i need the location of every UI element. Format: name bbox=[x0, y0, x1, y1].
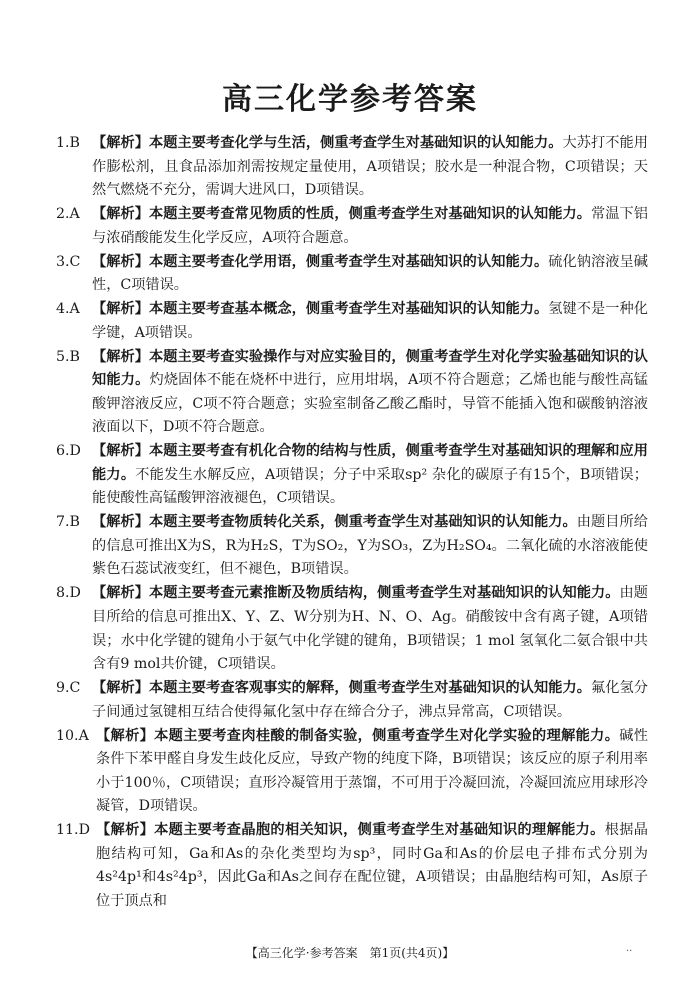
answer-item bbox=[56, 203, 648, 250]
answer-number: 3.C bbox=[56, 253, 81, 270]
answer-text bbox=[96, 725, 648, 819]
answer-item bbox=[56, 582, 648, 676]
answer-item bbox=[56, 511, 648, 582]
analysis-tag: 【解析】 bbox=[92, 253, 150, 270]
answer-detail: 由题目所给的信息可推出X为S，R为H₂S，T为SO₂，Y为SO₃，Z为H₂SO₄。二氧化硫的水溶液能使紫色石蕊试液变红，但不褪色，B项错误。 bbox=[92, 514, 648, 578]
answer-number: 8.D bbox=[56, 585, 81, 602]
answer-number: 11.D bbox=[56, 822, 90, 839]
analysis-tag: 【解析】 bbox=[96, 822, 155, 839]
answer-number: 1.B bbox=[56, 135, 80, 151]
answer-detail: 氟化氢分子间通过氢键相互结合使得氟化氢中存在缔合分子，沸点异常高，C项错误。 bbox=[92, 680, 648, 720]
answer-number: 4.A bbox=[56, 301, 80, 318]
answer-number: 2.A bbox=[56, 206, 80, 223]
answer-number: 5.B bbox=[56, 348, 80, 365]
answer-summary: 本题主要考查实验操作与对应实验目的，侧重考查学生对化学实验基础知识的认知能力。 bbox=[92, 348, 648, 389]
answer-detail: 不能发生水解反应，A项错误；分子中采取sp² 杂化的碳原子有15个，B项错误；能使酸性高锰酸钾溶液褪色，C项错误。 bbox=[92, 466, 648, 507]
answer-detail: 氢键不是一种化学键，A项错误。 bbox=[92, 301, 648, 341]
answer-text bbox=[92, 132, 648, 203]
analysis-tag: 【解析】 bbox=[92, 301, 150, 318]
answer-summary: 本题主要考查晶胞的相关知识，侧重考查学生对基础知识的理解能力。 bbox=[154, 822, 605, 839]
corner-mark: ·· bbox=[626, 946, 633, 957]
analysis-tag: 【解析】 bbox=[92, 443, 150, 460]
analysis-tag: 【解析】 bbox=[92, 206, 150, 223]
answer-item bbox=[56, 819, 648, 913]
answer-text bbox=[92, 440, 648, 511]
answer-number: 6.D bbox=[56, 443, 81, 460]
answer-detail: 灼烧固体不能在烧杯中进行，应用坩埚，A项不符合题意；乙烯也能与酸性高锰酸钾溶液反应，C项不符合题意；实验室制备乙酸乙酯时，导管不能插入饱和碳酸钠溶液液面以下，D项不符合题意。 bbox=[92, 372, 648, 436]
answer-number: 9.C bbox=[56, 680, 81, 697]
answer-summary: 本题主要考查化学用语，侧重考查学生对基础知识的认知能力。 bbox=[149, 253, 549, 270]
answer-list bbox=[56, 132, 648, 914]
answer-text bbox=[96, 819, 648, 913]
answer-number: 7.B bbox=[56, 514, 80, 531]
answer-summary: 本题主要考查基本概念，侧重考查学生对基础知识的认知能力。 bbox=[149, 301, 549, 318]
answer-item bbox=[56, 298, 648, 345]
answer-text bbox=[92, 298, 648, 345]
answer-text bbox=[92, 346, 648, 440]
answer-detail: 碱性条件下苯甲醛自身发生歧化反应，导致产物的纯度下降，B项错误；该反应的原子利用率小于100％，C项错误；直形冷凝管用于蒸馏，不可用于冷凝回流，冷凝回流应用球形冷凝管，D项错误。 bbox=[96, 727, 648, 815]
answer-summary: 本题主要考查客观事实的解释，侧重考查学生对基础知识的认知能力。 bbox=[149, 680, 592, 697]
page-title: 高三化学参考答案 bbox=[222, 82, 478, 117]
analysis-tag: 【解析】 bbox=[92, 348, 150, 365]
answer-text bbox=[92, 511, 648, 582]
answer-item bbox=[56, 725, 648, 819]
answer-summary: 本题主要考查有机化合物的结构与性质，侧重考查学生对基础知识的理解和应用能力。 bbox=[92, 443, 648, 483]
analysis-tag: 【解析】 bbox=[92, 135, 150, 151]
answer-item bbox=[56, 346, 648, 440]
analysis-tag: 【解析】 bbox=[92, 680, 150, 697]
answer-number: 10.A bbox=[56, 727, 89, 744]
analysis-tag: 【解析】 bbox=[92, 585, 150, 602]
answer-text bbox=[92, 203, 648, 250]
answer-detail: 由题目所给的信息可推出X、Y、Z、W分别为H、N、O、Ag。硝酸铵中含有离子键，A项错误；水中化学键的键角小于氨气中化学键的键角，B项错误；1 mol 氢氧化二氨合银中共含有9 mol共价键，C项错误。 bbox=[92, 585, 648, 673]
page-footer: 【高三化学·参考答案 第1页(共4页)】 bbox=[245, 946, 455, 960]
answer-item bbox=[56, 440, 648, 511]
answer-summary: 本题主要考查常见物质的性质，侧重考查学生对基础知识的认知能力。 bbox=[149, 206, 592, 223]
answer-detail: 常温下铝与浓硝酸能发生化学反应，A项符合题意。 bbox=[92, 206, 648, 246]
answer-summary: 本题主要考查肉桂酸的制备实验，侧重考查学生对化学实验的理解能力。 bbox=[154, 727, 620, 744]
answer-detail: 根据晶胞结构可知，Ga和As的杂化类型均为sp³，同时Ga和As的价层电子排布式分别为4s²4p¹和4s²4p³，因此Ga和As之间存在配位键，A项错误；由晶胞结构可知，As原子位于顶点和 bbox=[96, 822, 648, 909]
answer-text bbox=[92, 677, 648, 724]
answer-item bbox=[56, 132, 648, 203]
analysis-tag: 【解析】 bbox=[92, 514, 150, 531]
answer-item bbox=[56, 677, 648, 724]
answer-detail: 大苏打不能用作膨松剂，且食品添加剂需按规定量使用，A项错误；胶水是一种混合物，C项错误；天然气燃烧不充分，需调大进风口，D项错误。 bbox=[92, 135, 648, 199]
answer-summary: 本题主要考查物质转化关系，侧重考查学生对基础知识的认知能力。 bbox=[149, 514, 577, 531]
answer-summary: 本题主要考查元素推断及物质结构，侧重考查学生对基础知识的认知能力。 bbox=[149, 585, 620, 602]
answer-item bbox=[56, 251, 648, 298]
answer-text bbox=[92, 251, 648, 298]
analysis-tag: 【解析】 bbox=[96, 727, 155, 744]
answer-detail: 硫化钠溶液呈碱性，C项错误。 bbox=[92, 253, 648, 294]
answer-text bbox=[92, 582, 648, 676]
answer-summary: 本题主要考查化学与生活，侧重考查学生对基础知识的认知能力。 bbox=[149, 135, 563, 151]
